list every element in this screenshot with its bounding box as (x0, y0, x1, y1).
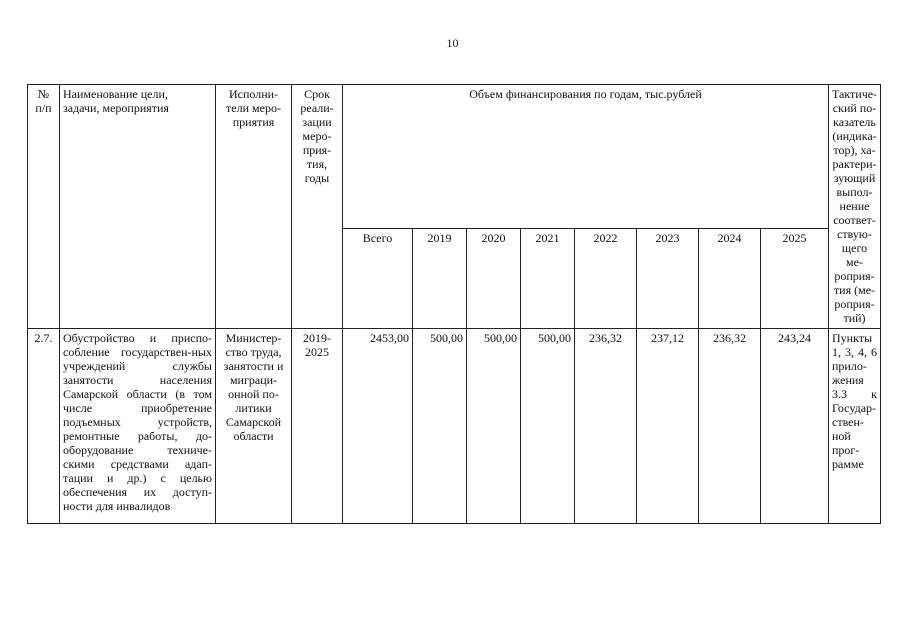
header-year-2022: 2022 (575, 229, 637, 329)
table-row (28, 329, 881, 524)
page-number: 10 (446, 36, 459, 50)
program-table (27, 84, 881, 524)
header-num: № п/п (28, 85, 60, 329)
row-value-2023: 237,12 (637, 329, 699, 524)
row-executors: Министер- ство труда, занятости и миграци- онной по- литики Самарской области (216, 329, 292, 524)
header-funding-title: Объем финансирования по годам, тыс.рублей (343, 85, 829, 229)
row-value-2019: 500,00 (413, 329, 467, 524)
header-year-2019: 2019 (413, 229, 467, 329)
header-year-2025: 2025 (761, 229, 829, 329)
header-term: Срок реали- зации меро- прия- тия, годы (292, 85, 343, 329)
header-year-2021: 2021 (521, 229, 575, 329)
row-value-2022: 236,32 (575, 329, 637, 524)
header-year-2024: 2024 (699, 229, 761, 329)
header-year-2020: 2020 (467, 229, 521, 329)
row-indicator: Пункты 1, 3, 4, 6 прило-жения 3.3 к Государ-ствен-ной прог-рамме (829, 329, 881, 524)
header-year-2023: 2023 (637, 229, 699, 329)
row-value-total: 2453,00 (343, 329, 413, 524)
row-name: Обустройство и приспо-собление государствен-ных учреждений службы занятости населения Самарской области (в том числе приобретение подъемных устройств, ремонтные работы, до-оборудование техниче-скими средствами адап-тации и др.) с целью обеспечения их доступ-ности для инвалидов (60, 329, 216, 524)
row-value-2024: 236,32 (699, 329, 761, 524)
header-name: Наименование цели, задачи, мероприятия (60, 85, 216, 329)
row-value-2020: 500,00 (467, 329, 521, 524)
row-value-2021: 500,00 (521, 329, 575, 524)
row-num: 2.7. (28, 329, 60, 524)
header-year-total: Всего (343, 229, 413, 329)
row-term: 2019- 2025 (292, 329, 343, 524)
header-indicator: Тактиче- ский по- казатель (индика- тор), ха- рактери- зующий выпол- нение соответ- ствую- щего ме- роприя- тия (ме- роприя- тий) (829, 85, 881, 329)
row-value-2025: 243,24 (761, 329, 829, 524)
header-executors: Исполни- тели меро- приятия (216, 85, 292, 329)
header-row (28, 85, 881, 229)
